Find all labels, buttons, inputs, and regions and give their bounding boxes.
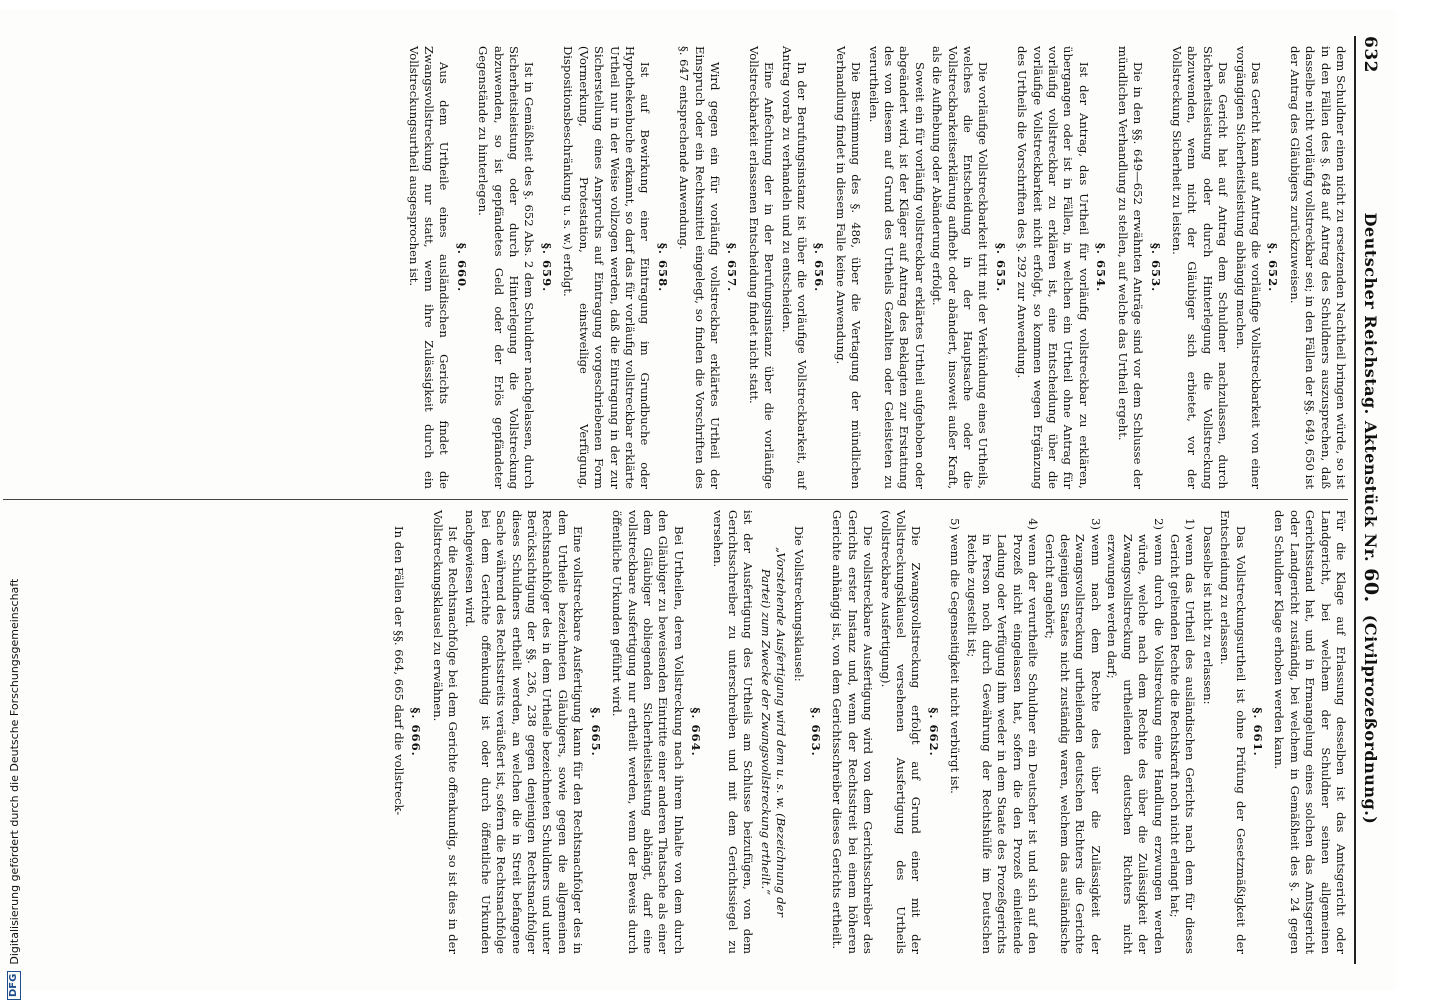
paragraph: Für die Klage auf Erlassung desselben ist das Amtsgericht oder Landgericht, bei welchem der Schuldner seinen allgemeinen Gerichtsstand hat, und in Ermangelung eines solchen das Amtsgericht oder Landgericht zuständig, bei welchem in Gemäßheit des §. 24 gegen den Schuldner Klage erhoben werden kann.: [1272, 510, 1348, 954]
list-item-text: wenn die Gegenseitigkeit nicht verbürgt ist.: [948, 534, 963, 794]
section-heading: §. 656.: [812, 242, 827, 293]
paragraph: Die Zwangsvollstreckung erfolgt auf Grund einer mit der Vollstreckungsklausel versehenen Ausfertigung des Urtheils (vollstreckbare Ausfertigung).: [878, 510, 924, 954]
paragraph: Ist die Rechtsnachfolge bei dem Gerichte offenkundig, so ist dies in der Vollstreckungsklausel zu erwähnen.: [430, 510, 461, 954]
title-nr-label: Nr.: [1361, 533, 1380, 563]
digitization-footer: [6, 250, 22, 1000]
paragraph: Das Gericht kann auf Antrag die vorläufige Vollstreckbarkeit von einer vorgängigen Sicherheitsleistung abhängig machen.: [1233, 46, 1263, 489]
section-heading: §. 658.: [655, 242, 670, 293]
left-column: [3, 36, 1348, 500]
list-item: [1104, 510, 1166, 954]
list-item-text: wenn der verurtheilte Schuldner ein Deutscher ist und sich auf den Prozeß nicht eingelassen hat, sofern die den Prozeß einleitende Ladung oder Verfügung ihm weder in dem Staate des Prozeßgerichts in Person noch durch Gewährung der Rechtshülfe im Deutschen Reiche zugestellt ist;: [964, 534, 1041, 954]
title-aktenstueck: Aktenstück: [1361, 420, 1380, 528]
section-heading: §. 666.: [409, 707, 424, 757]
section-heading: §. 661.: [1250, 707, 1265, 757]
paragraph: Aus dem Urtheile eines ausländischen Gerichts findet die Zwangsvollstreckung nur statt, wenn ihre Zulässigkeit durch ein Vollstreckungsurtheil ausgesprochen ist.: [406, 46, 452, 489]
page-header: [1354, 36, 1382, 964]
section-heading: §. 663.: [809, 707, 823, 757]
page-title: [1360, 73, 1382, 964]
list-item-number: 2): [1151, 518, 1166, 530]
paragraph: ist der Ausfertigung des Urtheils am Schlusse beizufügen, von dem Gerichtsschreiber zu unterschreiben und mit dem Gerichtssiegel zu versehen.: [710, 510, 756, 954]
paragraph: Ist in Gemäßheit des §. 652 Abs. 2 dem Schuldner nachgelassen, durch Sicherheitsleistung oder durch Hinterlegung die Vollstreckung abzuwenden, so ist gepfändetes Geld oder der Erlös gepfändeter Gegenstände zu hinterlegen.: [476, 46, 537, 489]
paragraph: Eine Anfechtung der in der Berufungsinstanz über die vorläufige Vollstreckbarkeit erlassenen Entscheidung findet nicht statt.: [746, 46, 777, 489]
right-column: [3, 500, 1348, 964]
list-item-text: wenn durch die Vollstreckung eine Handlung erzwungen werden würde, welche nach dem Rechte des über die Zulässigkeit der Zwangsvollstreckung urtheilenden deutschen Richters nicht erzwungen werden darf;: [1105, 534, 1166, 954]
section-heading: §. 652.: [1266, 242, 1281, 293]
section-heading: §. 657.: [725, 242, 740, 293]
paragraph: Soweit ein für vorläufig vollstreckbar erklärtes Urtheil aufgehoben oder abgeändert wird, ist der Kläger auf Antrag des Beklagten zur Erstattung des von diesem auf Grund des Urtheils Gezahlten oder Geleisteten zu verurtheilen.: [866, 46, 927, 489]
section-heading: §. 665.: [588, 707, 603, 757]
document-page: [0, 10, 1396, 990]
paragraph: Die vollstreckbare Ausfertigung wird von dem Gerichtsschreiber des Gerichts erster Instanz und, wenn der Rechtsstreit bei einem höheren Gerichte anhängig ist, von dem Gerichtsschreiber dieses Gerichts ertheilt.: [830, 510, 876, 954]
paragraph: Bei Urtheilen, deren Vollstreckung nach ihrem Inhalte von dem durch den Gläubiger zu beweisenden Eintritte einer anderen Thatsache als einer dem Gläubiger obliegenden Sicherheitsleistung abhängt, darf eine vollstreckbare Ausfertigung nur ertheilt werden, wenn der Beweis durch öffentliche Urkunden geführt wird.: [610, 510, 686, 954]
paragraph: Die vorläufige Vollstreckbarkeit tritt mit der Verkündung eines Urtheils, welches die Entscheidung in der Hauptsache oder die Vollstreckbarkeitserklärung aufhebt oder abändert, insoweit außer Kraft, als die Aufhebung oder Abänderung erfolgt.: [930, 46, 991, 489]
list-item-number: 1): [1183, 518, 1198, 530]
paragraph: Ist auf Bewirkung einer Eintragung im Grundbuche oder Hypothekenbuche erkannt, so darf das für vorläufig vollstreckbar erklärte Urtheil nur in der Weise vollzogen werden, daß die Eintragung in der zur Sicherstellung eines Anspruchs auf Eintragung vorgeschriebenen Form (Vormerkung, Protestation, einstweilige Verfügung, Dispositionsbeschränkung u. s. w.) erfolgt.: [561, 46, 653, 489]
paragraph: Das Gericht hat auf Antrag dem Schuldner nachzulassen, durch Sicherheitsleistung oder durch Hinterlegung die Vollstreckung abzuwenden, wenn nicht der Gläubiger sich erbietet, vor der Vollstreckung Sicherheit zu leisten.: [1169, 46, 1231, 489]
list-item: [1041, 510, 1103, 954]
list-item-number: 4): [1026, 518, 1041, 530]
section-heading: §. 654.: [1094, 242, 1109, 293]
list-item-text: wenn nach dem Rechte des über die Zulässigkeit der Zwangsvollstreckung urtheilenden deutschen Richters die Gerichte desjenigen Staates nicht zuständig waren, welchem das ausländische Gericht angehört;: [1042, 534, 1103, 954]
section-heading: §. 659.: [539, 242, 554, 293]
paragraph: Wird gegen ein für vorläufig vollstreckbar erklärtes Urtheil der Einspruch oder ein Rechtsmittel eingelegt, so finden die Vorschriften des §. 647 entsprechende Anwendung.: [677, 46, 722, 489]
title-subject: (Civilprozeßordnung.): [1361, 614, 1380, 825]
list-item-number: 3): [1088, 518, 1103, 530]
clause-quote: „Vorstehende Ausfertigung wird dem u. s. w. (Bezeichnung der Partei) zum Zwecke der Zwangsvollstreckung ertheilt.“: [758, 547, 789, 917]
paragraph: Die Bestimmung des §. 486, über die Vertagung der mündlichen Verhandlung findet in diesem Falle keine Anwendung.: [833, 46, 864, 489]
paragraph: Die Vollstreckungsklausel:: [791, 526, 806, 682]
section-heading: §. 662.: [926, 707, 941, 757]
paragraph: In der Berufungsinstanz ist über die vorläufige Vollstreckbarkeit, auf Antrag vorab zu verhandeln und zu entscheiden.: [779, 46, 809, 489]
paragraph: Dasselbe ist nicht zu erlassen:: [1200, 526, 1215, 705]
text-columns: [3, 36, 1348, 964]
section-heading: §. 664.: [689, 707, 704, 757]
paragraph: Eine vollstreckbare Ausfertigung kann für den Rechtsnachfolger des in dem Urtheile bezeichneten Gläubigers, sowie gegen die allgemeinen Rechtsnachfolger des in dem Urtheile bezeichneten Schuldners und unter Berücksichtigung der §§. 236, 238 gegen denjenigen Rechtsnachfolger dieses Schuldners ertheilt werden, an welchen die in Streit befangene Sache während des Rechtsstreits veräußert ist, sofern die Rechtsnachfolge bei dem Gerichte offenkundig ist oder durch öffentliche Urkunden nachgewiesen wird.: [463, 510, 586, 954]
paragraph: Die in den §§. 649—652 erwähnten Anträge sind vor dem Schlusse der mündlichen Verhandlung zu stellen, auf welche das Urtheil ergeht.: [1115, 46, 1146, 489]
paragraph: dem Schuldner einen nicht zu ersetzenden Nachtheil bringen würde, so ist in den Fällen des §. 648 auf Antrag des Schuldners auszusprechen, daß dasselbe nicht vorläufig vollstreckbar sei; in den Fällen der §§. 649, 650 ist der Antrag des Gläubigers zurückzuweisen.: [1287, 46, 1348, 489]
paragraph: Das Vollstreckungsurtheil ist ohne Prüfung der Gesetzmäßigkeit der Entscheidung zu erlassen.: [1218, 510, 1248, 954]
dfg-logo: DFG: [7, 971, 21, 1000]
digitization-credit: Digitalisierung gefördert durch die Deutsche Forschungsgemeinschaft: [7, 578, 21, 965]
list-item: [1167, 510, 1198, 954]
list-item: [963, 510, 1040, 954]
page-number: 632: [1360, 36, 1380, 73]
paragraph: In den Fällen der §§. 664, 665 darf die vollstreck-: [391, 526, 406, 816]
paragraph: Ist der Antrag, das Urtheil für vorläufig vollstreckbar zu erklären, übergangen oder ist in Fällen, in welchen ein Urtheil ohne Antrag für vorläufig vollstreckbar zu erklären ist, eine Entscheidung über die vorläufige Vollstreckbarkeit nicht erfolgt, so kommen wegen Ergänzung des Urtheils die Vorschriften des §. 292 zur Anwendung.: [1015, 46, 1091, 489]
section-heading: §. 655.: [993, 242, 1008, 293]
list-item-text: wenn das Urtheil des ausländischen Gerichts nach dem für dieses Gericht geltenden Rechte die Rechtskraft noch nicht erlangt hat;: [1167, 534, 1198, 954]
section-heading: §. 660.: [454, 242, 469, 293]
title-reichstag: Deutscher Reichstag.: [1361, 212, 1380, 415]
section-heading: §. 653.: [1148, 242, 1163, 293]
title-nr-value: 60.: [1360, 568, 1382, 603]
list-item: [947, 510, 962, 954]
list-item-number: 5): [948, 518, 963, 530]
